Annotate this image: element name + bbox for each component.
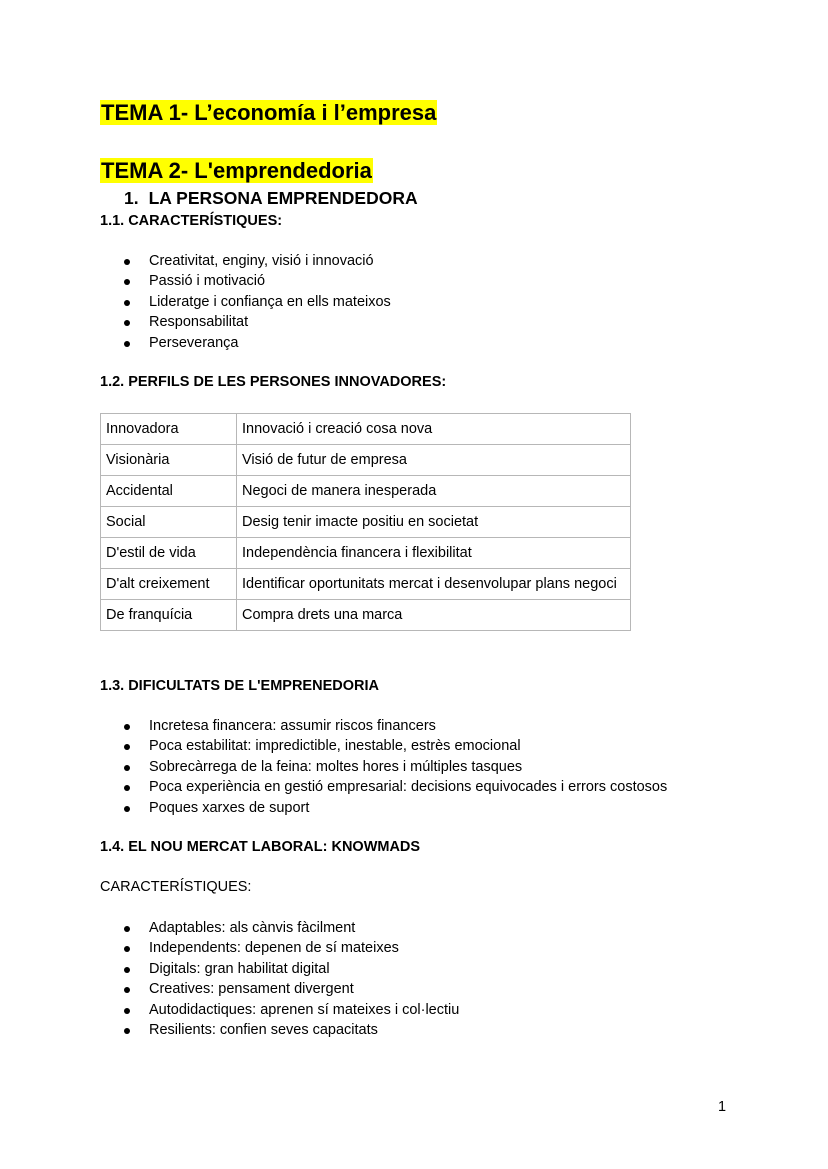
knowmads-subtitle: CARACTERÍSTIQUES: (100, 879, 252, 895)
knowmad-trait-item-text: Adaptables: als cànvis fàcilment (149, 920, 356, 936)
bullet-icon (124, 946, 130, 952)
difficulty-item-text: Incretesa financera: assumir riscos financers (149, 718, 436, 734)
knowmad-trait-item (100, 1020, 459, 1040)
section-1-3-heading: 1.3. DIFICULTATS DE L'EMPRENEDORIA (100, 678, 379, 694)
bullet-icon (124, 724, 130, 730)
characteristic-item-text: Responsabilitat (149, 314, 249, 331)
characteristic-item (100, 292, 391, 312)
difficulty-item-text: Poca estabilitat: impredictible, inestable, estrès emocional (149, 738, 521, 755)
table-row (101, 538, 631, 569)
difficulty-item (100, 798, 667, 818)
profile-name-cell: D'estil de vida (101, 538, 237, 569)
knowmad-trait-item-text: Resilients: confien seves capacitats (149, 1021, 378, 1038)
profile-name-cell: Social (101, 507, 237, 538)
knowmad-trait-item-text: Independents: depenen de sí mateixes (149, 940, 399, 957)
section-1-title: LA PERSONA EMPRENDEDORA (148, 188, 418, 208)
profile-description-cell: Desig tenir imacte positiu en societat (237, 507, 631, 538)
profile-name-cell: Visionària (101, 445, 237, 476)
profile-name-cell: Accidental (101, 476, 237, 507)
bullet-icon (124, 926, 130, 932)
difficulty-item (100, 716, 667, 736)
bullet-icon (124, 279, 130, 285)
characteristic-item-text: Passió i motivació (149, 273, 266, 290)
knowmad-trait-item (100, 1000, 459, 1020)
knowmad-trait-item (100, 979, 459, 999)
profile-description-cell: Negoci de manera inesperada (237, 476, 631, 507)
profile-name-cell: D'alt creixement (101, 569, 237, 600)
profile-description-cell: Independència financera i flexibilitat (237, 538, 631, 569)
difficulty-item (100, 777, 667, 797)
bullet-icon (124, 300, 130, 306)
section-1-2-heading: 1.2. PERFILS DE LES PERSONES INNOVADORES: (100, 374, 447, 390)
table-row (101, 476, 631, 507)
table-row (101, 600, 631, 631)
bullet-icon (124, 987, 130, 993)
profile-description-cell: Identificar oportunitats mercat i desenvolupar plans negoci (237, 569, 631, 600)
bullet-icon (124, 341, 130, 347)
table-row (101, 569, 631, 600)
profile-description-cell: Innovació i creació cosa nova (237, 414, 631, 445)
characteristic-item (100, 312, 391, 332)
difficulties-list (100, 716, 667, 818)
section-1-heading (124, 188, 418, 209)
tema-1-heading (100, 99, 437, 127)
difficulty-item-text: Sobrecàrrega de la feina: moltes hores i múltiples tasques (149, 758, 523, 775)
knowmad-trait-item-text: Autodidactiques: aprenen sí mateixes i col·lectiu (149, 1001, 460, 1018)
tema-2-text: TEMA 2- L'emprendedoria (101, 158, 372, 183)
bullet-icon (124, 785, 130, 791)
tema-1-text: TEMA 1- L’economía i l’empresa (101, 100, 437, 125)
knowmads-characteristics-list (100, 918, 459, 1040)
knowmad-trait-item (100, 918, 459, 938)
bullet-icon (124, 967, 130, 973)
difficulty-item-text: Poca experiència en gestió empresarial: decisions equivocades i errors costosos (149, 779, 668, 796)
profiles-table (100, 413, 631, 631)
knowmad-trait-item-text: Creatives: pensament divergent (149, 981, 354, 998)
difficulty-item-text: Poques xarxes de suport (149, 799, 310, 816)
difficulty-item (100, 736, 667, 756)
characteristic-item-text: Perseverança (149, 334, 239, 351)
profile-name-cell: Innovadora (101, 414, 237, 445)
characteristic-item (100, 251, 391, 271)
characteristic-item (100, 333, 391, 353)
section-1-4-heading: 1.4. EL NOU MERCAT LABORAL: KNOWMADS (100, 839, 421, 855)
characteristic-item-text: Lideratge i confiança en ells mateixos (149, 293, 391, 310)
bullet-icon (124, 1008, 130, 1014)
profile-name-cell: De franquícia (101, 600, 237, 631)
profile-description-cell: Visió de futur de empresa (237, 445, 631, 476)
bullet-icon (124, 259, 130, 265)
knowmad-trait-item (100, 938, 459, 958)
table-row (101, 445, 631, 476)
knowmad-trait-item-text: Digitals: gran habilitat digital (149, 960, 330, 977)
bullet-icon (124, 744, 130, 750)
difficulty-item (100, 757, 667, 777)
section-1-number: 1. (124, 188, 139, 208)
bullet-icon (124, 1028, 130, 1034)
tema-2-heading (100, 157, 373, 185)
table-row (101, 414, 631, 445)
page-number: 1 (718, 1099, 727, 1115)
bullet-icon (124, 765, 130, 771)
bullet-icon (124, 806, 130, 812)
section-1-1-heading: 1.1. CARACTERÍSTIQUES: (100, 213, 283, 229)
characteristics-list (100, 251, 391, 353)
characteristic-item (100, 271, 391, 291)
characteristic-item-text: Creativitat, enginy, visió i innovació (149, 253, 374, 269)
bullet-icon (124, 320, 130, 326)
profile-description-cell: Compra drets una marca (237, 600, 631, 631)
knowmad-trait-item (100, 959, 459, 979)
table-row (101, 507, 631, 538)
